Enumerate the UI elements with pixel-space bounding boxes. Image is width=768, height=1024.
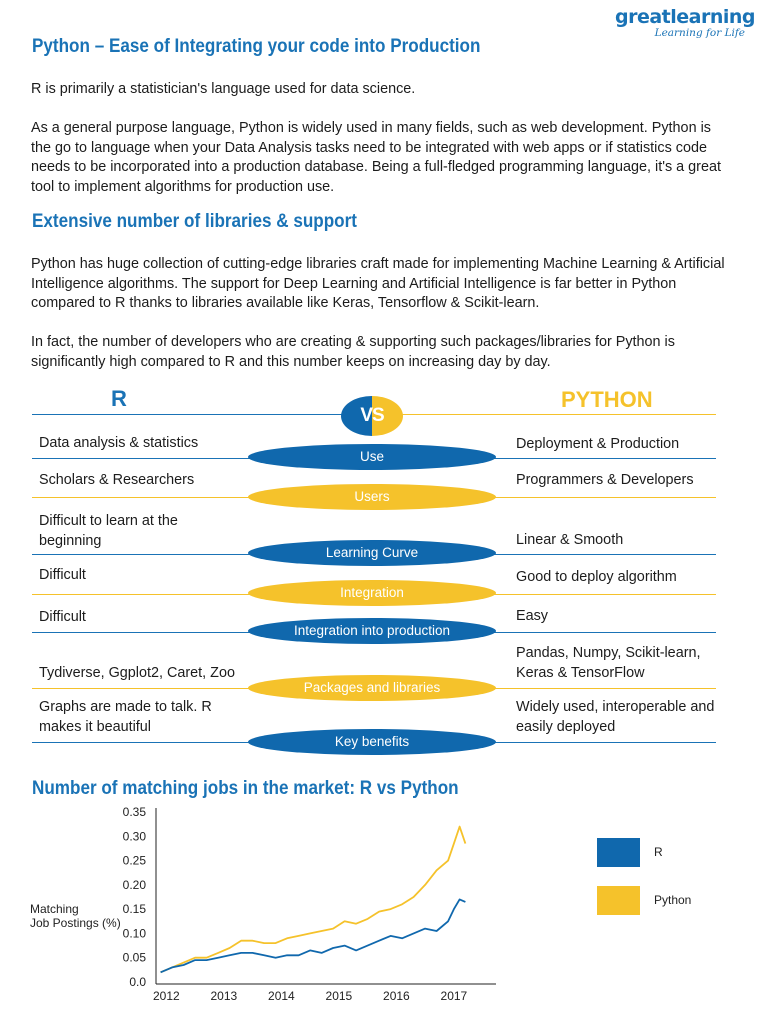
r-column-title: R	[111, 386, 127, 411]
logo-wordmark: greatlearning	[614, 6, 755, 28]
row-label-integration: Integration	[248, 580, 496, 606]
r-integration-into-production: Difficult	[39, 609, 86, 625]
python-packages: Pandas, Numpy, Scikit-learn, Keras & TensorFlow	[516, 645, 701, 681]
y-tick-label: 0.05	[122, 950, 146, 965]
python-users: Programmers & Developers	[516, 472, 694, 488]
x-tick-label: 2015	[325, 989, 353, 1003]
python-integration-into-production: Easy	[516, 608, 548, 624]
r-use: Data analysis & statistics	[39, 435, 199, 451]
x-tick-label: 2014	[268, 989, 295, 1003]
y-axis-label: Job Postings (%)	[30, 916, 121, 930]
section1-paragraph-2: As a general purpose language, Python is widely used in many fields, such as web development. Python is the go to language when your Data Analysis tasks need to be integrated with web apps or if statistics code needs to be incorporated into a production database. Being a full-fledged programming language, it's a great tool to implement algorithms for production use.	[31, 120, 721, 195]
jobs-chart	[0, 800, 768, 1024]
python-learning-curve: Linear & Smooth	[516, 532, 624, 548]
row-label-use: Use	[248, 444, 496, 470]
r-packages: Tydiverse, Ggplot2, Caret, Zoo	[39, 665, 235, 681]
row-label-packages-and-libraries: Packages and libraries	[248, 675, 496, 701]
r-key-benefits: Graphs are made to talk. R makes it beautiful	[39, 699, 212, 735]
x-tick-label: 2016	[383, 989, 410, 1003]
section1-paragraph-1: R is primarily a statistician's language used for data science.	[31, 81, 416, 97]
legend-swatch-python	[597, 886, 640, 915]
y-tick-label: 0.25	[122, 853, 146, 868]
r-integration: Difficult	[39, 567, 86, 583]
section2-paragraph-1: Python has huge collection of cutting-edge libraries craft made for implementing Machine Learning & Artificial Intelligence algorithms. The support for Deep Learning and Artificial Intelligence is far better in Python compared to R thanks to libraries available like Keras, Tensorflow & Scikit-learn.	[31, 256, 725, 311]
brand-logo	[615, 6, 755, 39]
y-axis-label: Matching	[30, 902, 79, 916]
jobs-line-chart	[0, 800, 768, 1024]
x-tick-label: 2012	[153, 989, 180, 1003]
section1-heading: Python – Ease of Integrating your code into Production	[32, 36, 481, 57]
vs-badge	[341, 396, 403, 436]
y-tick-label: 0.10	[122, 926, 146, 941]
r-header-line	[32, 414, 342, 415]
y-tick-label: 0.35	[122, 805, 146, 819]
row-label-key-benefits: Key benefits	[248, 729, 496, 755]
python-column-title: PYTHON	[561, 387, 653, 412]
legend-swatch-r	[597, 838, 640, 867]
vs-label: VS	[360, 405, 384, 426]
legend-label-python: Python	[654, 893, 692, 907]
section2-heading: Extensive number of libraries & support	[32, 211, 357, 232]
python-use: Deployment & Production	[516, 436, 680, 452]
y-tick-label: 0.15	[122, 902, 146, 917]
r-learning-curve: Difficult to learn at the beginning	[39, 513, 178, 549]
logo-tagline: Learning for Life	[654, 27, 745, 39]
x-tick-label: 2017	[440, 989, 468, 1003]
y-tick-label: 0.0	[129, 975, 146, 989]
series-line-r	[161, 899, 466, 972]
y-tick-label: 0.30	[122, 829, 146, 844]
python-integration: Good to deploy algorithm	[516, 569, 677, 585]
row-label-learning-curve: Learning Curve	[248, 540, 496, 566]
python-key-benefits: Widely used, interoperable and easily deployed	[516, 699, 715, 735]
chart-title: Number of matching jobs in the market: R vs Python	[32, 778, 459, 799]
row-label-integration-into-production: Integration into production	[248, 618, 496, 644]
row-label-users: Users	[248, 484, 496, 510]
legend-label-r: R	[654, 845, 663, 859]
python-header-line	[402, 414, 716, 415]
y-tick-label: 0.20	[122, 877, 146, 892]
section2-paragraph-2: In fact, the number of developers who are creating & supporting such packages/libraries for Python is significantly high compared to R and this number keeps on increasing day by day.	[31, 334, 675, 370]
x-tick-label: 2013	[210, 989, 238, 1003]
r-users: Scholars & Researchers	[39, 472, 195, 488]
